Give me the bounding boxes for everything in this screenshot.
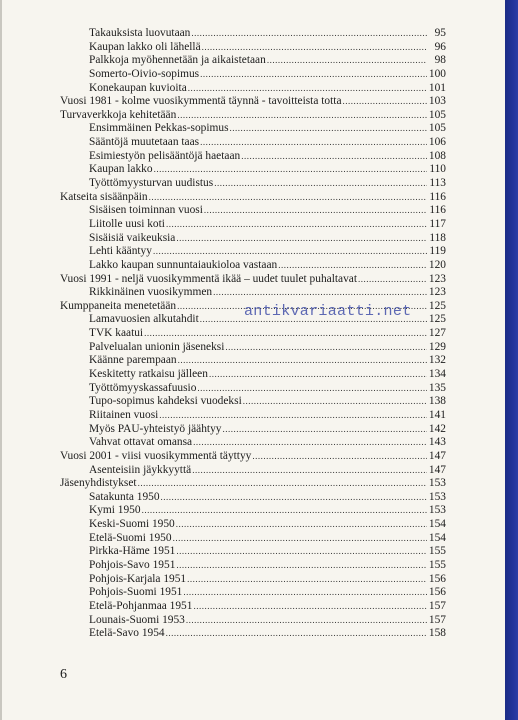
toc-entry-page: 147 — [428, 463, 446, 476]
toc-dot-leader — [252, 450, 427, 464]
toc-subsection-entry — [60, 368, 446, 382]
toc-entry-title: Pohjois-Karjala 1951 — [89, 572, 187, 585]
toc-dot-leader — [200, 136, 427, 150]
toc-subsection-entry — [60, 504, 446, 518]
toc-entry-title: Vahvat ottavat omansa — [89, 436, 193, 449]
toc-entry-page: 153 — [428, 477, 446, 490]
toc-dot-leader — [241, 150, 427, 164]
toc-subsection-entry — [60, 614, 446, 628]
toc-subsection-entry — [60, 518, 446, 532]
toc-section-entry — [60, 109, 446, 123]
toc-entry-title: Sisäisen toiminnan vuosi — [89, 204, 203, 217]
toc-subsection-entry — [60, 545, 446, 559]
toc-entry-page: 153 — [428, 504, 446, 517]
toc-entry-title: TVK kaatui — [89, 327, 144, 340]
toc-entry-title: Etelä-Pohjanmaa 1951 — [89, 599, 193, 612]
toc-entry-page: 155 — [428, 558, 446, 571]
toc-entry-title: Lamavuosien alkutahdit — [89, 313, 199, 326]
toc-dot-leader — [166, 218, 427, 232]
toc-entry-title: Kaupan lakko — [89, 163, 153, 176]
toc-subsection-entry — [60, 600, 446, 614]
toc-entry-page: 116 — [429, 204, 446, 217]
toc-dot-leader — [193, 600, 427, 614]
toc-subsection-entry — [60, 436, 446, 450]
toc-dot-leader — [154, 163, 427, 177]
toc-entry-title: Lakko kaupan sunnuntaiaukioloa vastaan — [89, 258, 278, 271]
toc-entry-title: Vuosi 1981 - kolme vuosikymmentä täynnä - tavoitteista totta — [60, 95, 342, 108]
toc-dot-leader — [192, 464, 427, 478]
toc-entry-page: 129 — [428, 340, 446, 353]
toc-dot-leader — [153, 245, 427, 259]
toc-dot-leader — [187, 573, 427, 587]
toc-entry-page: 125 — [428, 313, 446, 326]
toc-entry-page: 138 — [428, 395, 446, 408]
toc-entry-title: Palkkoja myöhennetään ja aikaistetaan — [89, 54, 266, 67]
toc-dot-leader — [222, 423, 427, 437]
toc-entry-page: 120 — [428, 258, 446, 271]
toc-dot-leader — [166, 627, 427, 641]
toc-entry-title: Sisäisiä vaikeuksia — [89, 231, 176, 244]
page-number: 6 — [60, 667, 67, 682]
toc-subsection-entry — [60, 382, 446, 396]
toc-entry-title: Sääntöjä muutetaan taas — [89, 136, 200, 149]
toc-dot-leader — [183, 586, 427, 600]
toc-dot-leader — [176, 559, 427, 573]
toc-entry-title: Ensimmäinen Pekkas-sopimus — [89, 122, 229, 135]
toc-entry-title: Keski-Suomi 1950 — [89, 518, 175, 531]
toc-entry-title: Somerto-Oivio-sopimus — [89, 67, 200, 80]
toc-entry-title: Turvaverkkoja kehitetään — [60, 108, 177, 121]
toc-entry-title: Kymi 1950 — [89, 504, 141, 517]
toc-dot-leader — [188, 82, 427, 96]
toc-dot-leader — [200, 68, 427, 82]
toc-subsection-entry — [60, 122, 446, 136]
toc-entry-page: 147 — [428, 449, 446, 462]
toc-dot-leader — [243, 395, 427, 409]
toc-entry-title: Etelä-Suomi 1950 — [89, 531, 172, 544]
toc-dot-leader — [149, 191, 427, 205]
toc-subsection-entry — [60, 573, 446, 587]
toc-entry-page: 101 — [428, 81, 446, 94]
toc-subsection-entry — [60, 163, 446, 177]
toc-entry-title: Vuosi 1991 - neljä vuosikymmentä ikää – uudet tuulet puhaltavat — [60, 272, 357, 285]
toc-entry-page: 110 — [429, 163, 446, 176]
toc-subsection-entry — [60, 177, 446, 191]
toc-entry-page: 157 — [428, 599, 446, 612]
toc-entry-title: Työttömyyskassafuusio — [89, 381, 197, 394]
toc-section-entry — [60, 477, 446, 491]
toc-section-entry — [60, 95, 446, 109]
toc-entry-title: Vuosi 2001 - viisi vuosikymmentä täyttyy — [60, 449, 252, 462]
toc-entry-title: Lounais-Suomi 1953 — [89, 613, 185, 626]
toc-dot-leader — [230, 122, 427, 136]
toc-subsection-entry — [60, 327, 446, 341]
toc-subsection-entry — [60, 68, 446, 82]
toc-entry-title: Takauksista luovutaan — [89, 27, 191, 39]
toc-entry-title: Esimiestyön pelisääntöjä haetaan — [89, 149, 241, 162]
toc-subsection-entry — [60, 204, 446, 218]
toc-subsection-entry — [60, 423, 446, 437]
toc-dot-leader — [202, 41, 427, 55]
toc-dot-leader — [138, 477, 427, 491]
toc-dot-leader — [144, 327, 427, 341]
toc-entry-page: 153 — [428, 490, 446, 503]
toc-entry-page: 117 — [429, 217, 446, 230]
toc-entry-page: 154 — [428, 531, 446, 544]
toc-entry-page: 134 — [428, 368, 446, 381]
toc-entry-title: Käänne parempaan — [89, 354, 177, 367]
toc-entry-page: 108 — [428, 149, 446, 162]
toc-dot-leader — [267, 54, 427, 68]
toc-dot-leader — [278, 259, 427, 273]
toc-subsection-entry — [60, 559, 446, 573]
toc-entry-page: 118 — [429, 231, 446, 244]
toc-entry-page: 155 — [428, 545, 446, 558]
toc-entry-page: 125 — [428, 299, 446, 312]
toc-dot-leader — [197, 382, 427, 396]
toc-dot-leader — [176, 232, 427, 246]
toc-subsection-entry — [60, 82, 446, 96]
toc-entry-page: 156 — [428, 586, 446, 599]
toc-dot-leader — [161, 491, 427, 505]
toc-entry-page: 158 — [428, 627, 446, 640]
toc-dot-leader — [176, 545, 427, 559]
toc-subsection-entry — [60, 341, 446, 355]
toc-entry-title: Keskitetty ratkaisu jälleen — [89, 368, 208, 381]
toc-dot-leader — [225, 341, 427, 355]
toc-dot-leader — [214, 177, 427, 191]
toc-section-entry — [60, 191, 446, 205]
toc-dot-leader — [204, 204, 427, 218]
toc-dot-leader — [191, 27, 427, 41]
toc-entry-page: 132 — [428, 354, 446, 367]
toc-entry-title: Kumppaneita menetetään — [60, 299, 177, 312]
toc-entry-page: 123 — [428, 272, 446, 285]
page-gutter-shadow — [0, 0, 2, 720]
toc-dot-leader — [177, 109, 427, 123]
toc-subsection-entry — [60, 41, 446, 55]
toc-subsection-entry — [60, 395, 446, 409]
toc-dot-leader — [186, 614, 427, 628]
toc-entry-title: Etelä-Savo 1954 — [89, 627, 165, 640]
toc-entry-title: Asenteisiin jäykkyyttä — [89, 463, 192, 476]
book-cover-edge — [505, 0, 518, 720]
toc-entry-title: Kaupan lakko oli lähellä — [89, 40, 201, 53]
toc-dot-leader — [358, 273, 427, 287]
toc-entry-title: Työttömyysturvan uudistus — [89, 177, 214, 190]
toc-subsection-entry — [60, 150, 446, 164]
toc-dot-leader — [142, 504, 427, 518]
toc-subsection-entry — [60, 232, 446, 246]
toc-entry-title: Satakunta 1950 — [89, 490, 160, 503]
toc-subsection-entry — [60, 218, 446, 232]
toc-entry-page: 105 — [428, 122, 446, 135]
toc-subsection-entry — [60, 27, 446, 41]
toc-entry-page: 142 — [428, 422, 446, 435]
toc-dot-leader — [173, 532, 427, 546]
toc-dot-leader — [176, 518, 427, 532]
toc-entry-page: 98 — [434, 54, 446, 67]
toc-subsection-entry — [60, 491, 446, 505]
toc-section-entry — [60, 450, 446, 464]
toc-entry-page: 100 — [428, 67, 446, 80]
toc-subsection-entry — [60, 532, 446, 546]
toc-entry-title: Tupo-sopimus kahdeksi vuodeksi — [89, 395, 242, 408]
toc-entry-title: Liitolle uusi koti — [89, 217, 165, 230]
toc-dot-leader — [178, 354, 427, 368]
toc-entry-page: 95 — [434, 27, 446, 39]
toc-dot-leader — [209, 368, 427, 382]
toc-section-entry — [60, 273, 446, 287]
toc-dot-leader — [213, 286, 427, 300]
toc-subsection-entry — [60, 54, 446, 68]
toc-subsection-entry — [60, 286, 446, 300]
toc-entry-page: 106 — [428, 136, 446, 149]
toc-entry-title: Pohjois-Suomi 1951 — [89, 586, 183, 599]
toc-entry-page: 135 — [428, 381, 446, 394]
toc-entry-page: 116 — [429, 190, 446, 203]
toc-dot-leader — [343, 95, 427, 109]
table-of-contents — [60, 27, 446, 641]
toc-dot-leader — [159, 409, 427, 423]
toc-entry-page: 103 — [428, 95, 446, 108]
watermark: antikvariaatti.net — [244, 303, 412, 320]
toc-entry-page: 157 — [428, 613, 446, 626]
toc-entry-title: Konekaupan kuvioita — [89, 81, 187, 94]
toc-subsection-entry — [60, 245, 446, 259]
toc-entry-title: Jäsenyhdistykset — [60, 477, 137, 490]
toc-entry-page: 119 — [429, 245, 446, 258]
toc-entry-page: 105 — [428, 108, 446, 121]
toc-subsection-entry — [60, 136, 446, 150]
toc-dot-leader — [193, 436, 427, 450]
toc-entry-title: Pirkka-Häme 1951 — [89, 545, 176, 558]
toc-entry-page: 96 — [434, 40, 446, 53]
toc-entry-title: Rikkinäinen vuosikymmen — [89, 286, 213, 299]
toc-entry-page: 127 — [428, 327, 446, 340]
toc-subsection-entry — [60, 627, 446, 641]
toc-subsection-entry — [60, 464, 446, 478]
toc-entry-title: Katseita sisäänpäin — [60, 190, 148, 203]
toc-entry-title: Riitainen vuosi — [89, 408, 159, 421]
toc-subsection-entry — [60, 409, 446, 423]
toc-entry-title: Myös PAU-yhteistyö jäähtyy — [89, 422, 222, 435]
toc-entry-page: 123 — [428, 286, 446, 299]
toc-entry-page: 113 — [429, 177, 446, 190]
toc-subsection-entry — [60, 586, 446, 600]
toc-subsection-entry — [60, 354, 446, 368]
toc-entry-page: 143 — [428, 436, 446, 449]
toc-entry-title: Pohjois-Savo 1951 — [89, 558, 176, 571]
toc-entry-page: 156 — [428, 572, 446, 585]
toc-entry-title: Palvelualan unionin jäseneksi — [89, 340, 225, 353]
toc-subsection-entry — [60, 259, 446, 273]
toc-entry-page: 141 — [428, 408, 446, 421]
toc-entry-page: 154 — [428, 518, 446, 531]
toc-entry-title: Lehti kääntyy — [89, 245, 152, 258]
